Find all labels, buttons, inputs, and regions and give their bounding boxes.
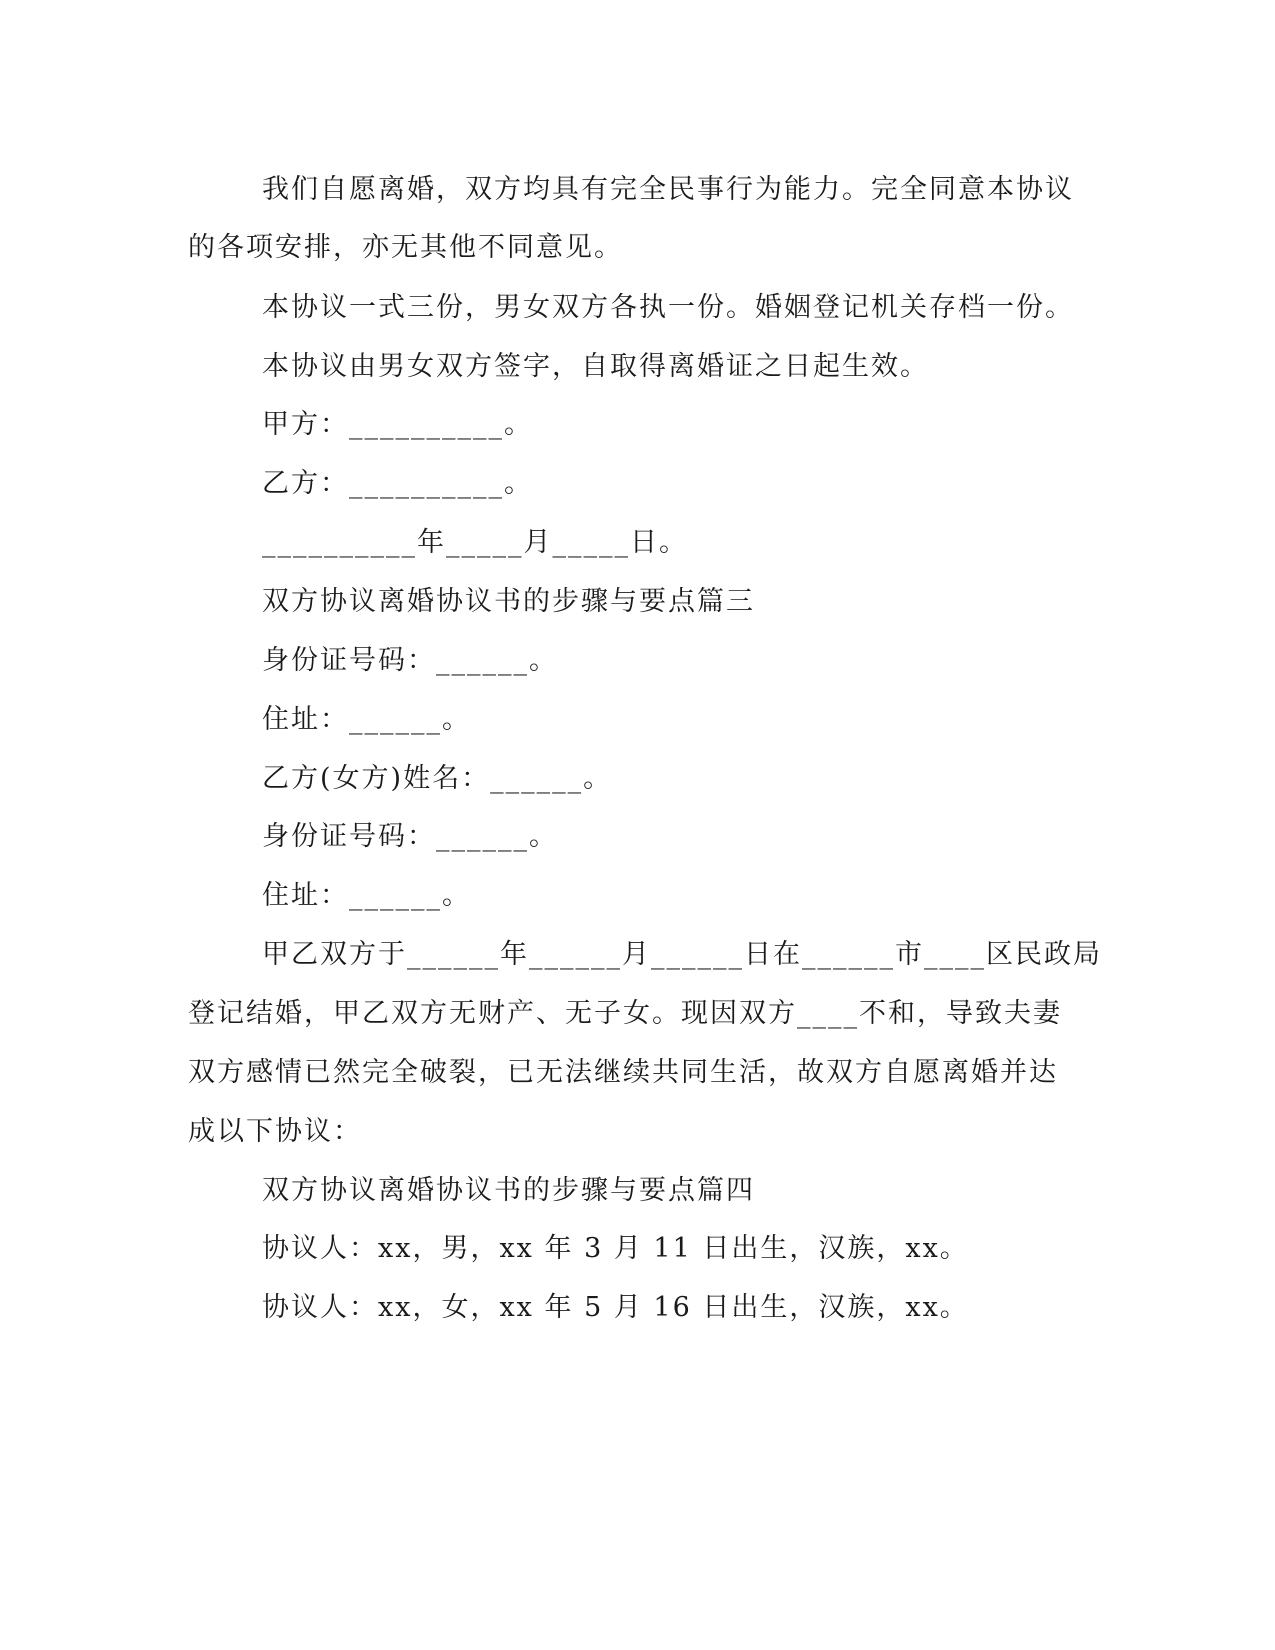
paragraph-line: 双方感情已然完全破裂，已无法继续共同生活，故双方自愿离婚并达 bbox=[188, 1057, 1058, 1088]
paragraph-line: 本协议一式三份，男女双方各执一份。婚姻登记机关存档一份。 bbox=[262, 292, 1074, 323]
party-b-signature-line: 乙方：__________。 bbox=[262, 468, 533, 499]
party-info-line: 协议人：xx，女，xx 年 5 月 16 日出生，汉族，xx。 bbox=[262, 1292, 969, 1323]
section-heading: 双方协议离婚协议书的步骤与要点篇四 bbox=[262, 1175, 755, 1206]
party-a-signature-line: 甲方：__________。 bbox=[262, 409, 533, 440]
id-number-line: 身份证号码：______。 bbox=[262, 645, 558, 676]
party-b-name-line: 乙方(女方)姓名：______。 bbox=[262, 763, 613, 794]
date-line: __________年_____月_____日。 bbox=[262, 527, 688, 558]
paragraph-line: 我们自愿离婚，双方均具有完全民事行为能力。完全同意本协议 bbox=[262, 174, 1074, 205]
paragraph-line: 成以下协议： bbox=[188, 1116, 362, 1147]
party-info-line: 协议人：xx，男，xx 年 3 月 11 日出生，汉族，xx。 bbox=[262, 1233, 969, 1264]
paragraph-line: 本协议由男女双方签字，自取得离婚证之日起生效。 bbox=[262, 351, 929, 382]
id-number-line: 身份证号码：______。 bbox=[262, 821, 558, 852]
address-line: 住址：______。 bbox=[262, 704, 471, 735]
paragraph-line: 甲乙双方于______年______月______日在______市____区民政局 bbox=[262, 939, 1102, 970]
address-line: 住址：______。 bbox=[262, 880, 471, 911]
paragraph-line: 的各项安排，亦无其他不同意见。 bbox=[188, 232, 623, 263]
paragraph-line: 登记结婚，甲乙双方无财产、无子女。现因双方____不和，导致夫妻 bbox=[188, 998, 1062, 1029]
section-heading: 双方协议离婚协议书的步骤与要点篇三 bbox=[262, 586, 755, 617]
